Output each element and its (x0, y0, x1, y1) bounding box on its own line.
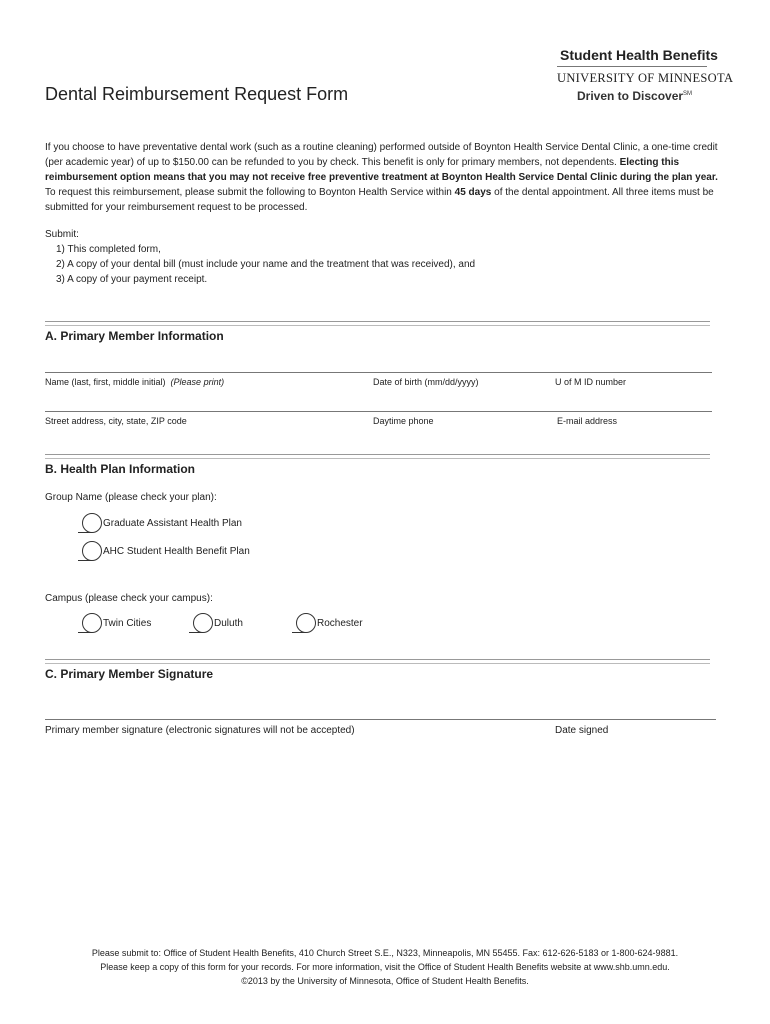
submit-heading: Submit: (45, 229, 79, 240)
name-dob-id-line[interactable] (45, 372, 712, 373)
dob-label: Date of birth (mm/dd/yyyy) (373, 377, 479, 387)
service-mark: SM (683, 91, 693, 97)
footer-info: Please keep a copy of this form for your records. For more information, visit the Office of Student Health Benefits website at www.shb.umn.edu. (100, 962, 670, 972)
campus-option-label: Duluth (214, 617, 243, 629)
group-name-label: Group Name (please check your plan): (45, 492, 217, 503)
footer (0, 946, 770, 988)
campus-option-rochester[interactable] (292, 613, 363, 633)
campus-option-label: Rochester (317, 617, 363, 629)
brand-tagline: Driven to Discover℠ (577, 89, 693, 103)
radio-circle-icon[interactable] (193, 613, 213, 633)
section-c-heading: C. Primary Member Signature (45, 667, 214, 681)
footer-submit-address: Please submit to: Office of Student Health Benefits, 410 Church Street S.E., N323, Minneapolis, MN 55455. Fax: 612-626-5183 or 1-800-624-9881. (91, 948, 679, 958)
form-title: Dental Reimbursement Request Form (45, 84, 349, 104)
radio-circle-icon[interactable] (82, 613, 102, 633)
umn-id-label: U of M ID number (555, 377, 627, 387)
radio-circle-icon[interactable] (82, 513, 102, 533)
section-a-heading: A. Primary Member Information (45, 329, 224, 343)
submit-item: 3) A copy of your payment receipt. (56, 274, 208, 285)
submit-item: 1) This completed form, (56, 244, 161, 255)
email-label: E-mail address (557, 416, 618, 426)
plan-option-ahc[interactable] (78, 541, 250, 561)
plan-option-label: AHC Student Health Benefit Plan (103, 545, 250, 557)
signature-line[interactable] (45, 719, 716, 720)
section-divider (45, 321, 710, 326)
signature-label: Primary member signature (electronic signatures will not be accepted) (45, 725, 355, 736)
radio-circle-icon[interactable] (82, 541, 102, 561)
address-label: Street address, city, state, ZIP code (45, 416, 187, 426)
section-divider (45, 659, 710, 664)
brand-divider (557, 66, 707, 67)
name-hint: (Please print) (170, 377, 225, 387)
intro-paragraph: If you choose to have preventative dental work (such as a routine cleaning) performed outside of Boynton Health Service Dental Clinic, a one-time credit (per academic year) of up to $150.00 can be refunded to you by check. This benefit is only for primary members, not dependents. Electing this reimbursement option means that you may not receive free preventive treatment at Boynton Health Service Dental Clinic during the plan year. To request this reimbursement, please submit the following to Boynton Health Service within 45 days of the dental appointment. All three items must be submitted for your reimbursement request to be processed. (45, 142, 718, 213)
campus-option-twin-cities[interactable] (78, 613, 151, 633)
plan-option-label: Graduate Assistant Health Plan (103, 517, 242, 529)
submit-item: 2) A copy of your dental bill (must include your name and the treatment that was received), and (56, 259, 476, 270)
name-label: Name (last, first, middle initial) (Please print) (45, 377, 225, 387)
section-divider (45, 454, 710, 459)
campus-option-label: Twin Cities (103, 617, 152, 629)
radio-circle-icon[interactable] (296, 613, 316, 633)
date-signed-label: Date signed (555, 725, 609, 736)
plan-option-grad-assistant[interactable] (78, 513, 242, 533)
footer-copyright: ©2013 by the University of Minnesota, Office of Student Health Benefits. (241, 976, 529, 986)
campus-label: Campus (please check your campus): (45, 593, 213, 604)
university-name: UNIVERSITY OF MINNESOTA (557, 71, 734, 85)
phone-label: Daytime phone (373, 416, 434, 426)
address-phone-email-line[interactable] (45, 411, 712, 412)
brand-name: Student Health Benefits (560, 47, 718, 63)
section-b-heading: B. Health Plan Information (45, 462, 196, 476)
submit-list (45, 227, 475, 287)
campus-option-duluth[interactable] (189, 613, 243, 633)
